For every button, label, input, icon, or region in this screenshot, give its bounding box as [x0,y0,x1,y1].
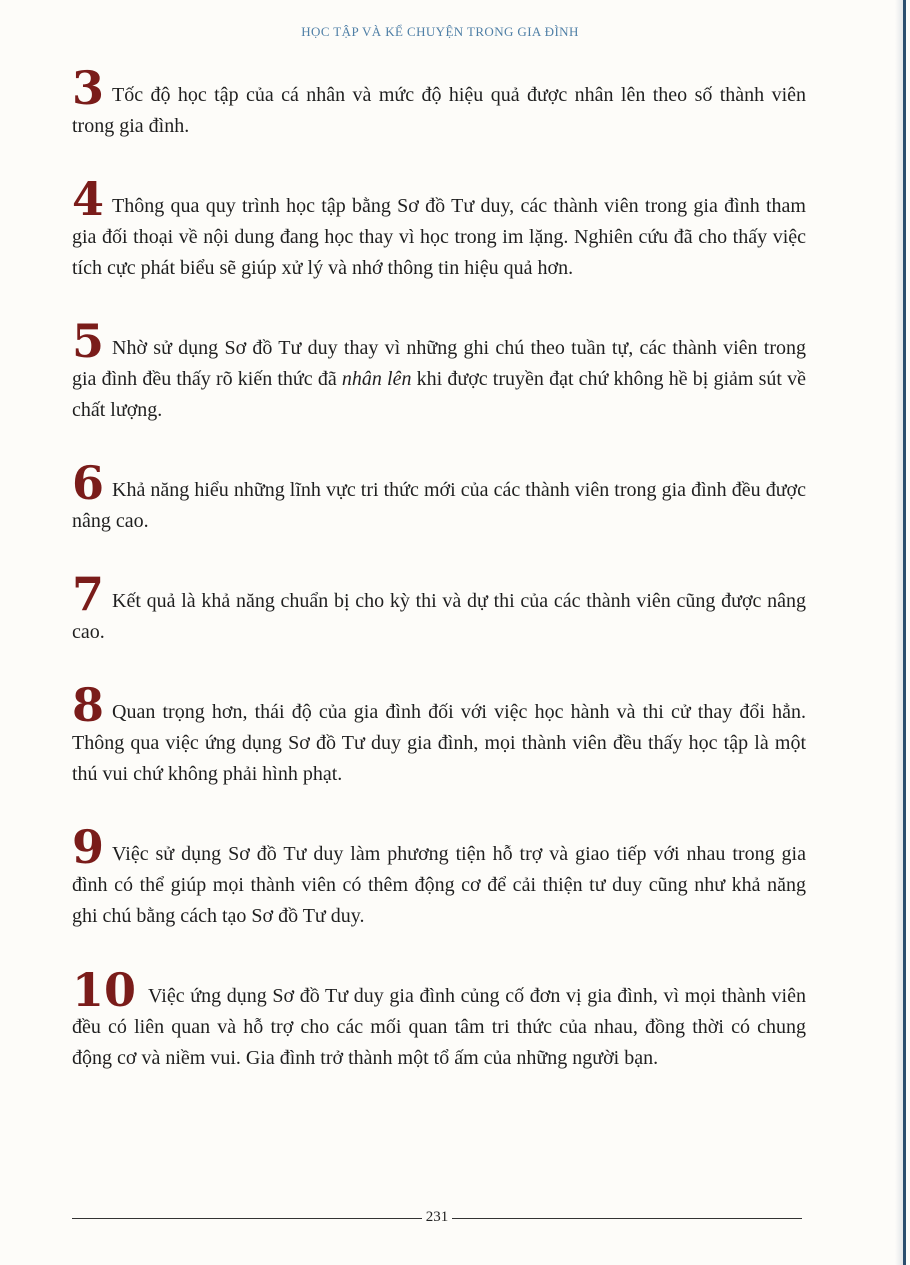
item-number: 5 [72,314,105,368]
item-text: Thông qua quy trình học tập bằng Sơ đồ Tư duy, các thành viên trong gia đình tham gia đối thoại về nội dung đang học thay vì học trong im lặng. Nghiên cứu đã cho thấy việc tích cực phát biểu sẽ giúp xử lý và nhớ thông tin hiệu quả hơn. [72,195,806,279]
list-item-10 [72,963,806,1074]
page-edge-shadow [895,0,903,1265]
running-header: HỌC TẬP VÀ KỂ CHUYỆN TRONG GIA ĐÌNH [301,24,579,39]
item-number: 10 [72,963,137,1017]
item-number: 6 [72,456,105,510]
item-text-emphasis: nhân lên [341,368,412,390]
item-number: 7 [72,567,105,621]
list-item-9 [72,820,806,932]
item-text: Quan trọng hơn, thái độ của gia đình đối với việc học hành và thi cử thay đổi hẳn. Thông qua việc ứng dụng Sơ đồ Tư duy gia đình, mọi thành viên đều thấy học tập là một thú vui chứ không phải hình phạt. [72,701,806,785]
list-item-5 [72,314,807,426]
item-text: Kết quả là khả năng chuẩn bị cho kỳ thi và dự thi của các thành viên cũng được nâng cao. [72,590,806,643]
list-item-7 [72,567,806,648]
list-item-4 [72,172,806,284]
list-item-8 [72,678,806,790]
page-footer [72,1196,802,1226]
item-number: 8 [72,678,105,732]
page-number: 231 [425,1209,449,1225]
page-edge-line [903,0,906,1265]
item-text-before: Nhờ sử dụng Sơ đồ Tư duy thay vì những ghi chú theo tuần tự, các thành viên trong gia đình đều thấy rõ kiến thức đã [72,337,806,390]
item-number: 3 [72,61,105,115]
item-text: Việc sử dụng Sơ đồ Tư duy làm phương tiện hỗ trợ và giao tiếp với nhau trong gia đình có thể giúp mọi thành viên có thêm động cơ để cải thiện tư duy cũng như khả năng ghi chú bằng cách tạo Sơ đồ Tư duy. [72,843,806,927]
item-text: Khả năng hiểu những lĩnh vực tri thức mới của các thành viên trong gia đình đều được nâng cao. [72,479,806,532]
footer-rule-left [72,1218,422,1219]
footer-rule-right [452,1218,802,1219]
item-text: Việc ứng dụng Sơ đồ Tư duy gia đình củng cố đơn vị gia đình, vì mọi thành viên đều có liên quan và hỗ trợ cho các mối quan tâm tri thức của nhau, đồng thời có chung động cơ và niềm vui. Gia đình trở thành một tổ ấm của những người bạn. [72,985,806,1069]
item-number: 9 [72,820,105,874]
list-item-3 [72,61,806,142]
item-text-after: khi được truyền đạt chứ không hề bị giảm sút về chất lượng. [72,368,807,421]
item-text: Tốc độ học tập của cá nhân và mức độ hiệu quả được nhân lên theo số thành viên trong gia đình. [72,84,806,137]
page-body [72,61,807,1074]
item-number: 4 [72,172,105,226]
list-item-6 [72,456,806,537]
